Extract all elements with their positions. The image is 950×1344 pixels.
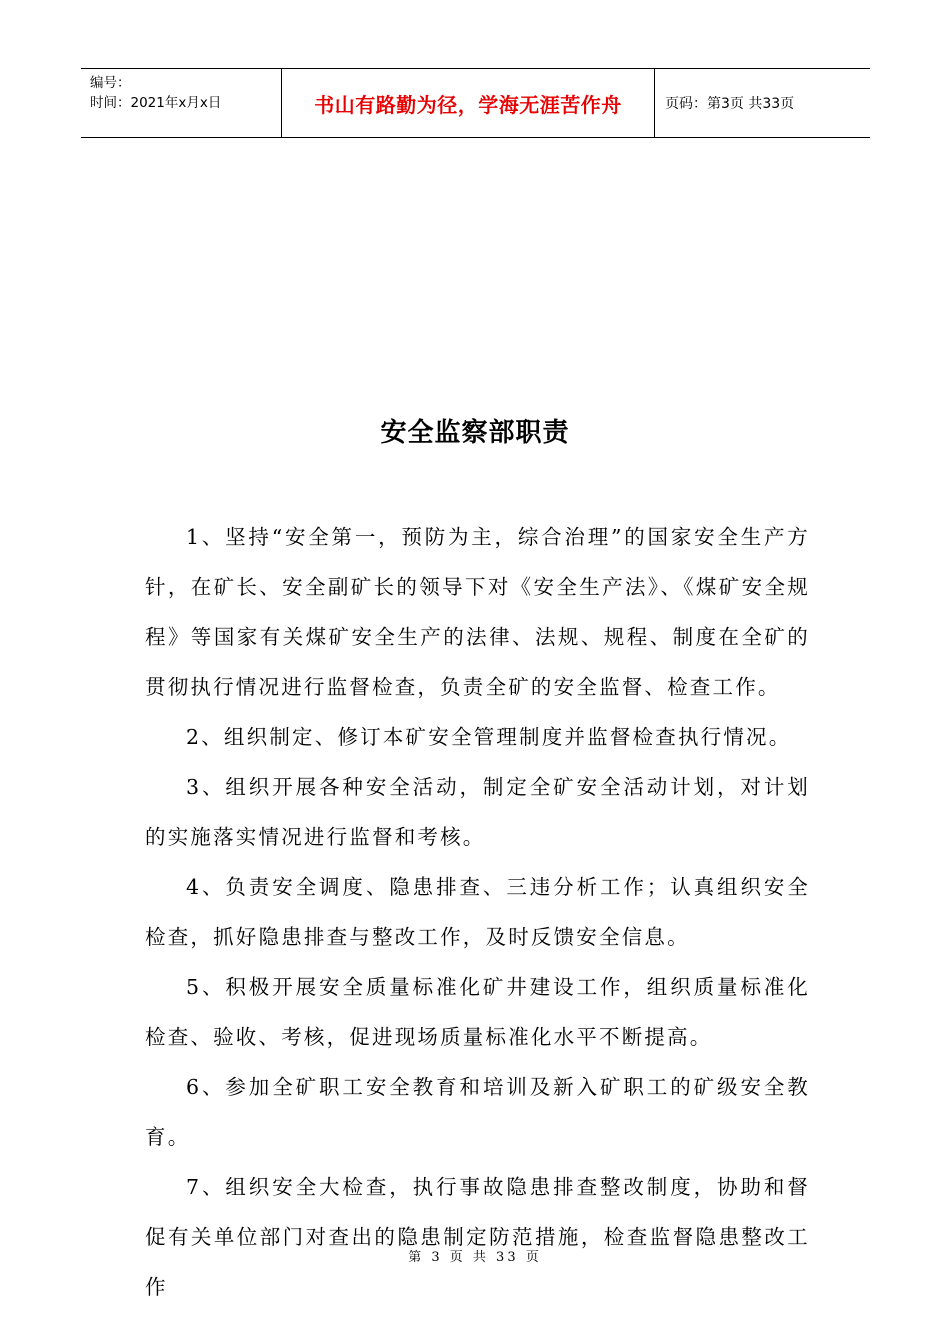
document-title: 安全监察部职责 [380, 418, 570, 448]
paragraph-2: 2、组织制定、修订本矿安全管理制度并监督检查执行情况。 [186, 725, 792, 749]
document-number-label: 编号： [90, 75, 131, 91]
document-body [145, 512, 810, 1312]
paragraph-1: 1、坚持“安全第一，预防为主，综合治理”的国家安全生产方针，在矿长、安全副矿长的领导下对《安全生产法》、《煤矿安全规程》等国家有关煤矿安全生产的法律、法规、规程、制度在全矿的贯彻执行情况进行监督检查，负责全矿的安全监督、检查工作。 [145, 525, 810, 699]
paragraph-3: 3、组织开展各种安全活动，制定全矿安全活动计划，对计划的实施落实情况进行监督和考核。 [145, 775, 810, 849]
paragraph-7: 7、组织安全大检查，执行事故隐患排查整改制度，协助和督促有关单位部门对查出的隐患制定防范措施，检查监督隐患整改工作 [145, 1175, 810, 1299]
header-motto: 书山有路勤为径，学海无涯苦作舟 [314, 92, 622, 117]
document-date: 时间：2021年x月x日 [90, 95, 222, 111]
header-motto-cell [282, 69, 655, 137]
paragraph-6: 6、参加全矿职工安全教育和培训及新入矿职工的矿级安全教育。 [145, 1075, 810, 1149]
header-meta [81, 69, 282, 137]
header-page-info: 页码：第3页 共33页 [665, 96, 795, 112]
page-header [81, 68, 870, 138]
paragraph-5: 5、积极开展安全质量标准化矿井建设工作，组织质量标准化检查、验收、考核，促进现场质量标准化水平不断提高。 [145, 975, 810, 1049]
header-page-info-cell [655, 69, 870, 137]
page-footer: 第 3 页 共 33 页 [408, 1250, 542, 1265]
paragraph-4: 4、负责安全调度、隐患排查、三违分析工作；认真组织安全检查，抓好隐患排查与整改工作，及时反馈安全信息。 [145, 875, 810, 949]
